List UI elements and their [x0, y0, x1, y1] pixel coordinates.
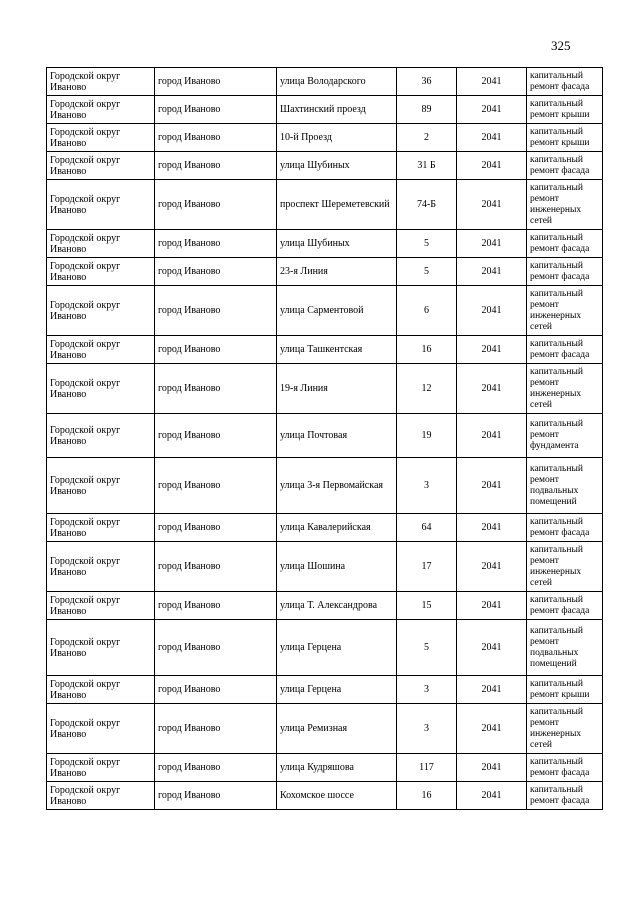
cell-year: 2041 — [457, 676, 527, 704]
cell-house-number: 36 — [397, 68, 457, 96]
cell-municipal-district: Городской округ Иваново — [47, 124, 155, 152]
cell-municipal-district: Городской округ Иваново — [47, 230, 155, 258]
cell-street: улица Т. Александрова — [277, 592, 397, 620]
cell-year: 2041 — [457, 782, 527, 810]
cell-year: 2041 — [457, 414, 527, 458]
cell-street: улица Шубиных — [277, 152, 397, 180]
cell-street: улица Почтовая — [277, 414, 397, 458]
cell-work-type: капитальный ремонт крыши — [527, 676, 603, 704]
cell-year: 2041 — [457, 152, 527, 180]
cell-house-number: 3 — [397, 704, 457, 754]
cell-house-number: 15 — [397, 592, 457, 620]
cell-settlement: город Иваново — [155, 124, 277, 152]
table-row — [47, 336, 603, 364]
cell-year: 2041 — [457, 620, 527, 676]
cell-work-type: капитальный ремонт фасада — [527, 754, 603, 782]
table-row — [47, 68, 603, 96]
cell-house-number: 5 — [397, 230, 457, 258]
cell-municipal-district: Городской округ Иваново — [47, 458, 155, 514]
cell-settlement: город Иваново — [155, 704, 277, 754]
cell-municipal-district: Городской округ Иваново — [47, 336, 155, 364]
cell-house-number: 19 — [397, 414, 457, 458]
cell-year: 2041 — [457, 458, 527, 514]
cell-municipal-district: Городской округ Иваново — [47, 152, 155, 180]
cell-municipal-district: Городской округ Иваново — [47, 754, 155, 782]
table-row — [47, 286, 603, 336]
cell-year: 2041 — [457, 542, 527, 592]
cell-work-type: капитальный ремонт крыши — [527, 96, 603, 124]
cell-settlement: город Иваново — [155, 782, 277, 810]
cell-house-number: 3 — [397, 458, 457, 514]
cell-municipal-district: Городской округ Иваново — [47, 364, 155, 414]
cell-house-number: 89 — [397, 96, 457, 124]
cell-year: 2041 — [457, 336, 527, 364]
cell-municipal-district: Городской округ Иваново — [47, 68, 155, 96]
cell-year: 2041 — [457, 704, 527, 754]
cell-house-number: 64 — [397, 514, 457, 542]
cell-street: Кохомское шоссе — [277, 782, 397, 810]
cell-year: 2041 — [457, 68, 527, 96]
table-row — [47, 364, 603, 414]
cell-street: улица Кудряшова — [277, 754, 397, 782]
table-row — [47, 514, 603, 542]
cell-settlement: город Иваново — [155, 152, 277, 180]
cell-municipal-district: Городской округ Иваново — [47, 414, 155, 458]
cell-year: 2041 — [457, 258, 527, 286]
cell-year: 2041 — [457, 514, 527, 542]
cell-street: улица Шубиных — [277, 230, 397, 258]
table-row — [47, 676, 603, 704]
cell-work-type: капитальный ремонт фасада — [527, 514, 603, 542]
cell-street: улица Ремизная — [277, 704, 397, 754]
cell-street: проспект Шереметевский — [277, 180, 397, 230]
cell-street: 23-я Линия — [277, 258, 397, 286]
cell-street: улица Герцена — [277, 620, 397, 676]
repair-schedule-table — [46, 67, 603, 810]
cell-municipal-district: Городской округ Иваново — [47, 180, 155, 230]
cell-settlement: город Иваново — [155, 620, 277, 676]
table-row — [47, 620, 603, 676]
cell-year: 2041 — [457, 96, 527, 124]
table-row — [47, 258, 603, 286]
cell-house-number: 6 — [397, 286, 457, 336]
cell-work-type: капитальный ремонт инженерных сетей — [527, 286, 603, 336]
cell-street: улица Герцена — [277, 676, 397, 704]
cell-municipal-district: Городской округ Иваново — [47, 782, 155, 810]
cell-house-number: 117 — [397, 754, 457, 782]
cell-settlement: город Иваново — [155, 676, 277, 704]
cell-house-number: 5 — [397, 258, 457, 286]
table-row — [47, 96, 603, 124]
cell-work-type: капитальный ремонт крыши — [527, 124, 603, 152]
cell-municipal-district: Городской округ Иваново — [47, 542, 155, 592]
table-body — [47, 68, 603, 810]
cell-work-type: капитальный ремонт фасада — [527, 782, 603, 810]
cell-street: улица Ташкентская — [277, 336, 397, 364]
cell-street: улица Володарского — [277, 68, 397, 96]
table-row — [47, 542, 603, 592]
cell-settlement: город Иваново — [155, 336, 277, 364]
cell-work-type: капитальный ремонт подвальных помещений — [527, 458, 603, 514]
cell-house-number: 3 — [397, 676, 457, 704]
cell-settlement: город Иваново — [155, 514, 277, 542]
cell-house-number: 74-Б — [397, 180, 457, 230]
cell-settlement: город Иваново — [155, 68, 277, 96]
cell-year: 2041 — [457, 180, 527, 230]
cell-street: 19-я Линия — [277, 364, 397, 414]
cell-work-type: капитальный ремонт фундамента — [527, 414, 603, 458]
table-row — [47, 414, 603, 458]
cell-municipal-district: Городской округ Иваново — [47, 620, 155, 676]
table-row — [47, 592, 603, 620]
cell-house-number: 16 — [397, 336, 457, 364]
cell-settlement: город Иваново — [155, 96, 277, 124]
cell-settlement: город Иваново — [155, 754, 277, 782]
cell-settlement: город Иваново — [155, 286, 277, 336]
cell-street: 10-й Проезд — [277, 124, 397, 152]
table-row — [47, 782, 603, 810]
cell-street: улица Кавалерийская — [277, 514, 397, 542]
cell-year: 2041 — [457, 754, 527, 782]
cell-year: 2041 — [457, 230, 527, 258]
cell-settlement: город Иваново — [155, 180, 277, 230]
cell-work-type: капитальный ремонт фасада — [527, 68, 603, 96]
cell-street: Шахтинский проезд — [277, 96, 397, 124]
cell-year: 2041 — [457, 124, 527, 152]
cell-work-type: капитальный ремонт фасада — [527, 258, 603, 286]
cell-work-type: капитальный ремонт подвальных помещений — [527, 620, 603, 676]
table-row — [47, 124, 603, 152]
cell-work-type: капитальный ремонт инженерных сетей — [527, 364, 603, 414]
cell-settlement: город Иваново — [155, 364, 277, 414]
cell-municipal-district: Городской округ Иваново — [47, 286, 155, 336]
table-row — [47, 458, 603, 514]
cell-work-type: капитальный ремонт фасада — [527, 230, 603, 258]
cell-municipal-district: Городской округ Иваново — [47, 592, 155, 620]
cell-work-type: капитальный ремонт инженерных сетей — [527, 542, 603, 592]
cell-street: улица 3-я Первомайская — [277, 458, 397, 514]
cell-work-type: капитальный ремонт инженерных сетей — [527, 704, 603, 754]
cell-municipal-district: Городской округ Иваново — [47, 514, 155, 542]
cell-house-number: 2 — [397, 124, 457, 152]
cell-street: улица Шошина — [277, 542, 397, 592]
cell-municipal-district: Городской округ Иваново — [47, 258, 155, 286]
cell-house-number: 12 — [397, 364, 457, 414]
table-row — [47, 754, 603, 782]
cell-settlement: город Иваново — [155, 542, 277, 592]
cell-settlement: город Иваново — [155, 414, 277, 458]
cell-year: 2041 — [457, 364, 527, 414]
table-row — [47, 704, 603, 754]
cell-settlement: город Иваново — [155, 230, 277, 258]
cell-settlement: город Иваново — [155, 258, 277, 286]
table-row — [47, 230, 603, 258]
cell-municipal-district: Городской округ Иваново — [47, 704, 155, 754]
cell-house-number: 31 Б — [397, 152, 457, 180]
cell-house-number: 16 — [397, 782, 457, 810]
cell-work-type: капитальный ремонт инженерных сетей — [527, 180, 603, 230]
cell-work-type: капитальный ремонт фасада — [527, 152, 603, 180]
cell-street: улица Сарментовой — [277, 286, 397, 336]
cell-work-type: капитальный ремонт фасада — [527, 336, 603, 364]
cell-settlement: город Иваново — [155, 592, 277, 620]
cell-year: 2041 — [457, 286, 527, 336]
cell-work-type: капитальный ремонт фасада — [527, 592, 603, 620]
table-row — [47, 180, 603, 230]
page-number: 325 — [551, 38, 571, 53]
cell-house-number: 5 — [397, 620, 457, 676]
cell-settlement: город Иваново — [155, 458, 277, 514]
cell-house-number: 17 — [397, 542, 457, 592]
cell-municipal-district: Городской округ Иваново — [47, 96, 155, 124]
cell-municipal-district: Городской округ Иваново — [47, 676, 155, 704]
cell-year: 2041 — [457, 592, 527, 620]
table-row — [47, 152, 603, 180]
